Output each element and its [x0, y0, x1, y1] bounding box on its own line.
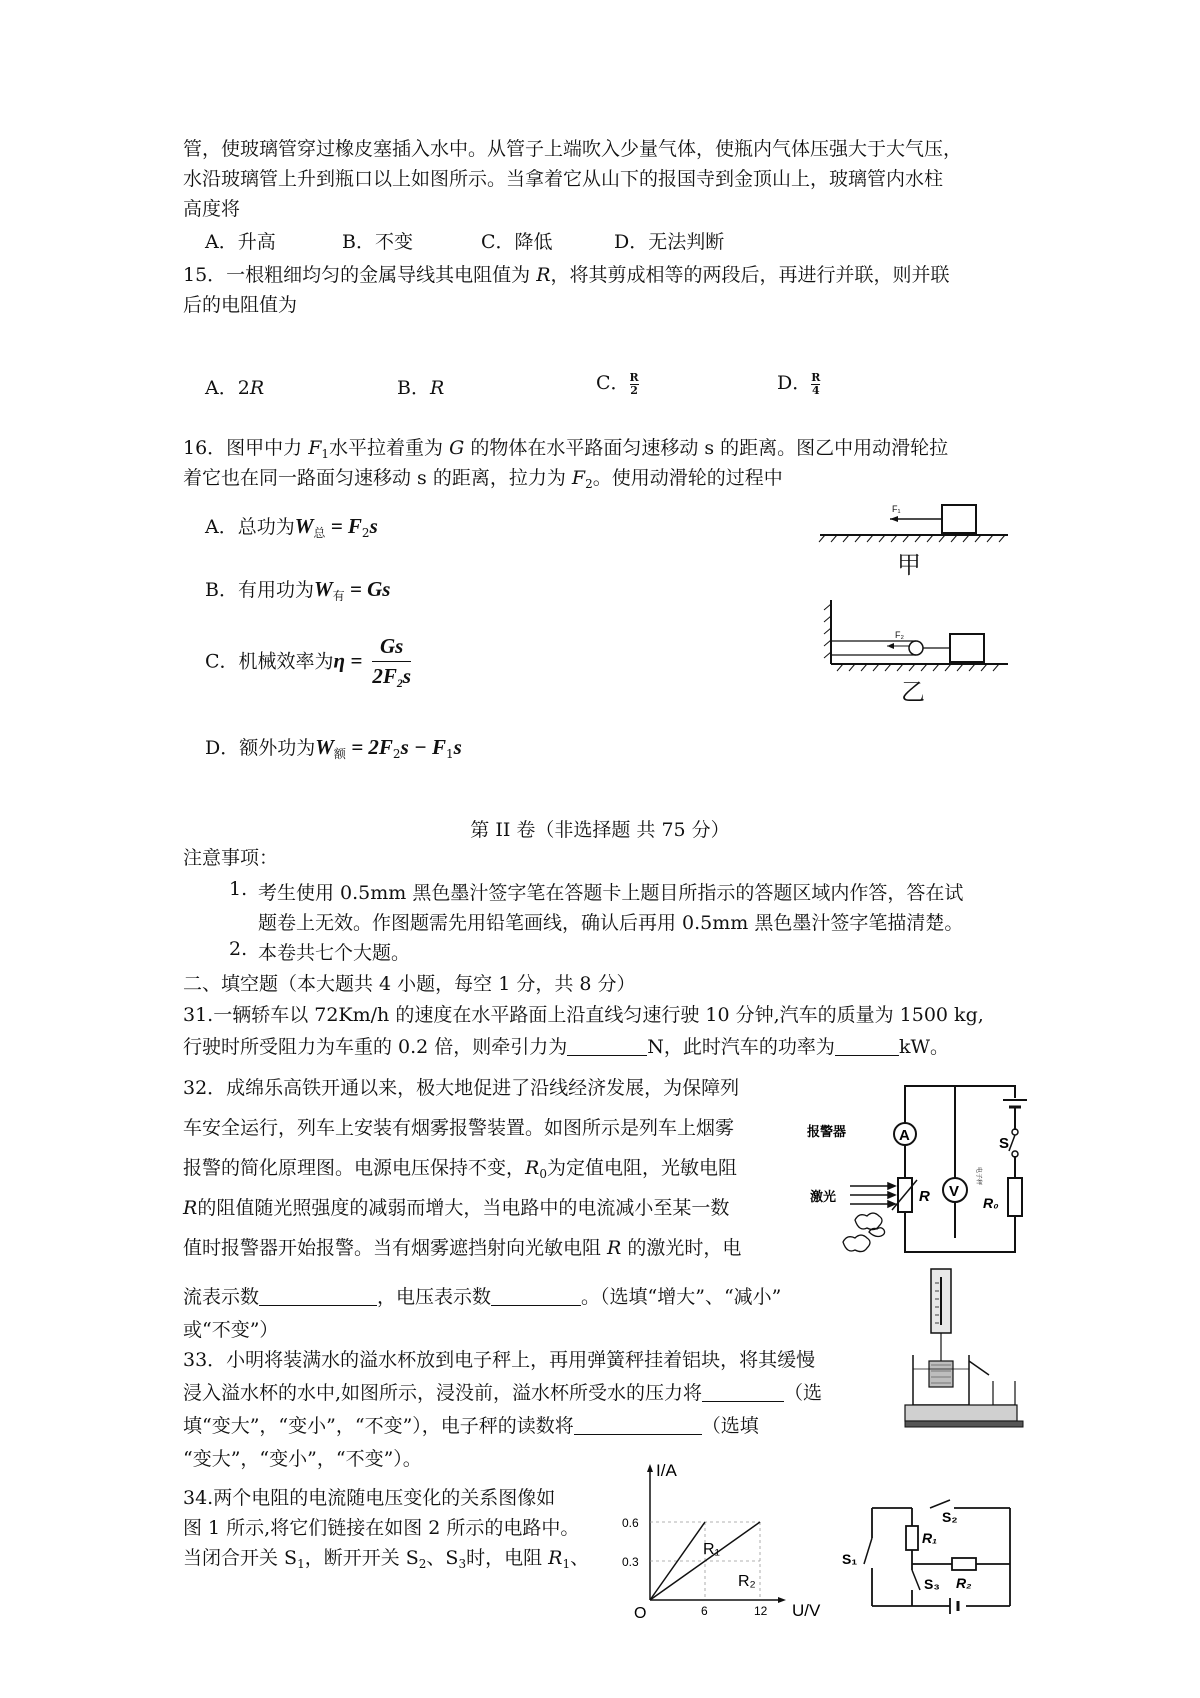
q16-option-a: A．总功为$W_总 = F_2s$ [205, 514, 378, 540]
q16-option-d: D．额外功为$W_额 = 2F_2s - F_1s$ [205, 735, 462, 761]
q32-line-1: 32．成绵乐高铁开通以来，极大地促进了沿线经济发展，为保障列 [183, 1077, 740, 1099]
block-yi [950, 634, 984, 662]
answer-blank-traction[interactable] [567, 1035, 647, 1056]
answer-blank-pressure[interactable] [702, 1381, 784, 1402]
q14-option-d: D．无法判断 [614, 231, 725, 253]
q32-line-2: 车安全运行，列车上安装有烟雾报警装置。如图所示是列车上烟雾 [183, 1117, 735, 1139]
part-two-title: 第 II 卷（非选择题 共 75 分） [470, 819, 730, 841]
switch-s1 [864, 1538, 872, 1564]
origin-label: O [634, 1605, 647, 1622]
q14-option-b: B．不变 [342, 231, 413, 253]
smoke-icon [843, 1213, 885, 1252]
label-r: R [919, 1188, 930, 1205]
figure-yi [824, 600, 1008, 706]
y-tick-0-3: 0.3 [622, 1555, 639, 1569]
notice-1-line-2: 题卷上无效。作图题需先用铅笔画线，确认后再用 0.5mm 黑色墨汁签字笔描清楚。 [258, 912, 964, 934]
notice-2-number: 2. [229, 938, 248, 960]
electronic-scale [905, 1405, 1017, 1421]
q15-option-a: A．2R [205, 377, 265, 399]
small-beaker [993, 1381, 1015, 1405]
label-s2: S₂ [942, 1509, 958, 1525]
switch-s2 [930, 1500, 950, 1508]
pulley-figure [815, 500, 1015, 710]
label-f2: F₂ [895, 630, 904, 640]
q32-line-4: R的阻值随光照强度的减弱而增大，当电路中的电流减小至某一数 [183, 1197, 730, 1219]
q16-line-1: 16．图甲中力 $F_1$水平拉着重为 G 的物体在水平路面匀速移动 s 的距离。图乙中用动滑轮拉 [183, 437, 949, 461]
fraction-r-over-2: $\frac{R}{2}$ [629, 370, 639, 397]
q32-line-7: 或“不变”） [183, 1319, 279, 1341]
label-s3: S₃ [924, 1576, 940, 1592]
iu-graph [620, 1460, 840, 1620]
q15-line-2: 后的电阻值为 [183, 294, 298, 316]
answer-blank-voltmeter[interactable] [491, 1285, 581, 1306]
notice-title: 注意事项： [183, 847, 279, 869]
label-r1: R₁ [922, 1530, 938, 1546]
label-f1: F₁ [892, 504, 901, 514]
answer-blank-power[interactable] [835, 1035, 899, 1056]
answer-blank-ammeter[interactable] [259, 1285, 377, 1306]
switch-s3 [912, 1570, 920, 1590]
y-axis-label: I/A [656, 1461, 677, 1480]
efficiency-fraction: $\frac{Gs}{2F_2s}$ [372, 634, 412, 690]
label-voltmeter: V [949, 1183, 960, 1200]
label-electronic-scale: 电子秤 [975, 1167, 981, 1186]
label-ammeter: A [899, 1127, 910, 1144]
q14-option-c: C．降低 [481, 231, 553, 253]
x-axis-label: U/V [792, 1601, 821, 1620]
smoke-alarm-circuit [805, 1080, 1030, 1260]
q34-line-2: 图 1 所示,将它们链接在如图 2 所示的电路中。 [183, 1517, 580, 1539]
q33-line-3: 填“变大”，“变小”，“不变”），电子秤的读数将 （选填 [183, 1415, 759, 1437]
figure-jia [819, 504, 1008, 579]
x-tick-12: 12 [754, 1604, 768, 1618]
q15-line-1: 15．一根粗细均匀的金属导线其电阻值为 R，将其剪成相等的两段后，再进行并联，则并联 [183, 264, 950, 286]
q14-line-3: 高度将 [183, 198, 241, 220]
q32-line-6: 流表示数 ，电压表示数 。（选填“增大”、“减小” [183, 1286, 782, 1308]
q14-line-1: 管，使玻璃管穿过橡皮塞插入水中。从管子上端吹入少量气体，使瓶内气体压强大于大气压， [183, 138, 963, 160]
label-s1: S₁ [842, 1551, 858, 1567]
answer-blank-scale-reading[interactable] [574, 1414, 702, 1435]
resistor-r0 [1008, 1178, 1022, 1216]
resistor-r2 [952, 1558, 976, 1570]
q15-option-d: D． $\frac{R}{4}$ [777, 370, 821, 397]
q33-line-4: “变大”，“变小”，“不变”）。 [183, 1448, 422, 1470]
q16-line-2: 着它也在同一路面匀速移动 s 的距离，拉力为 $F_2$。使用动滑轮的过程中 [183, 467, 783, 491]
q15-option-b: B．R [397, 377, 445, 399]
q15-option-c: C． $\frac{R}{2}$ [596, 370, 639, 397]
label-s: S [999, 1135, 1010, 1152]
section-two-heading: 二、填空题（本大题共 4 小题，每空 1 分，共 8 分） [183, 973, 636, 995]
q16-option-c: C．机械效率为η = $\frac{Gs}{2F_2s}$ [205, 634, 412, 690]
label-r2-line: R₂ [738, 1573, 756, 1590]
notice-1-number: 1. [229, 878, 248, 900]
q14-option-a: A．升高 [205, 231, 276, 253]
notice-2-text: 本卷共七个大题。 [258, 942, 411, 964]
y-tick-0-6: 0.6 [622, 1516, 639, 1530]
x-tick-6: 6 [701, 1604, 708, 1618]
resistor-r1 [906, 1526, 918, 1550]
q14-line-2: 水沿玻璃管上升到瓶口以上如图所示。当拿着它从山下的报国寺到金顶山上，玻璃管内水柱 [183, 168, 944, 190]
label-alarm: 报警器 [807, 1124, 847, 1139]
q32-line-3: 报警的简化原理图。电源电压保持不变，$R_0$为定值电阻，光敏电阻 [183, 1157, 737, 1181]
label-r0: R₀ [983, 1195, 999, 1211]
circuit-figure-2 [842, 1498, 1022, 1616]
label-yi: 乙 [901, 679, 925, 706]
laser-arrows [850, 1183, 895, 1207]
q34-line-1: 34.两个电阻的电流随电压变化的关系图像如 [183, 1487, 556, 1509]
q34-line-3: 当闭合开关 $S_1$，断开开关 $S_2$、$S_3$时，电阻 $R_1$、 [183, 1547, 590, 1571]
q33-line-1: 33．小明将装满水的溢水杯放到电子秤上，再用弹簧秤挂着铝块，将其缓慢 [183, 1349, 816, 1371]
label-r2: R₂ [956, 1575, 972, 1591]
label-r1-line: R₁ [703, 1541, 720, 1558]
label-jia: 甲 [897, 552, 921, 579]
notice-1-line-1: 考生使用 0.5mm 黑色墨汁签字笔在答题卡上题目所指示的答题区域内作答，答在试 [258, 882, 964, 904]
fraction-r-over-4: $\frac{R}{4}$ [811, 370, 821, 397]
q33-line-2: 浸入溢水杯的水中,如图所示，浸没前，溢水杯所受水的压力将 （选 [183, 1382, 823, 1404]
label-laser: 激光 [810, 1189, 837, 1204]
q31-line-2: 行驶时所受阻力为车重的 0.2 倍，则牵引力为 N，此时汽车的功率为 kW。 [183, 1036, 949, 1058]
overflow-spout [969, 1361, 989, 1375]
q32-line-5: 值时报警器开始报警。当有烟雾遮挡射向光敏电阻 R 的激光时，电 [183, 1237, 742, 1259]
q31-line-1: 31.一辆轿车以 72Km/h 的速度在水平路面上沿直线匀速行驶 10 分钟,汽车的质量为 1500 kg, [183, 1004, 984, 1026]
block-jia [942, 505, 976, 533]
pulley-wheel [909, 641, 923, 655]
q16-option-b: B．有用功为$W_有 = Gs$ [205, 577, 391, 603]
